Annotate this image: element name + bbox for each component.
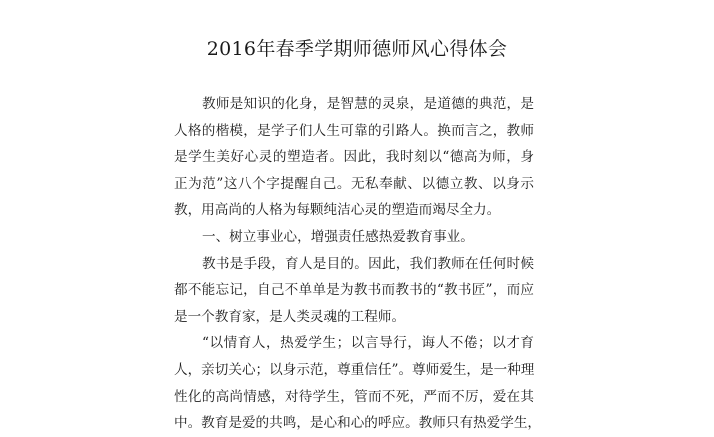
text-line: 性化的高尚情感，对待学生，管而不死，严而不厉，爱在其 [174,388,534,405]
text-line: 教师是知识的化身，是智慧的灵泉，是道德的典范，是 [202,96,534,112]
text-line: 教，用高尚的人格为每颗纯洁心灵的塑造而竭尽全力。 [174,202,501,219]
text-line: 一、树立事业心，增强责任感热爱教育事业。 [202,228,474,245]
text-line: “以情育人，热爱学生；以言导行，诲人不倦；以才育 [202,335,534,352]
text-line: 正为范”这八个字提醒自己。无私奉献、以德立教、以身示 [174,175,534,192]
document-body [174,91,542,437]
text-line: 教书是手段，育人是目的。因此，我们教师在任何时候 [202,255,534,272]
document-title: 2016年春季学期师德师风心得体会 [206,38,508,60]
text-line: 是学生美好心灵的塑造者。因此，我时刻以“德高为师，身 [174,149,534,166]
text-line: 人，亲切关心；以身示范，尊重信任”。尊师爱生，是一种理 [174,361,535,378]
text-line: 人格的楷模，是学子们人生可靠的引路人。换而言之，教师 [174,122,534,139]
text-line: 都不能忘记，自己不单单是为教书而教书的“教书匠”，而应 [174,282,534,299]
text-line: 中。教育是爱的共鸣，是心和心的呼应。教师只有热爱学生， [174,415,542,432]
text-line: 是一个教育家，是人类灵魂的工程师。 [174,308,406,325]
